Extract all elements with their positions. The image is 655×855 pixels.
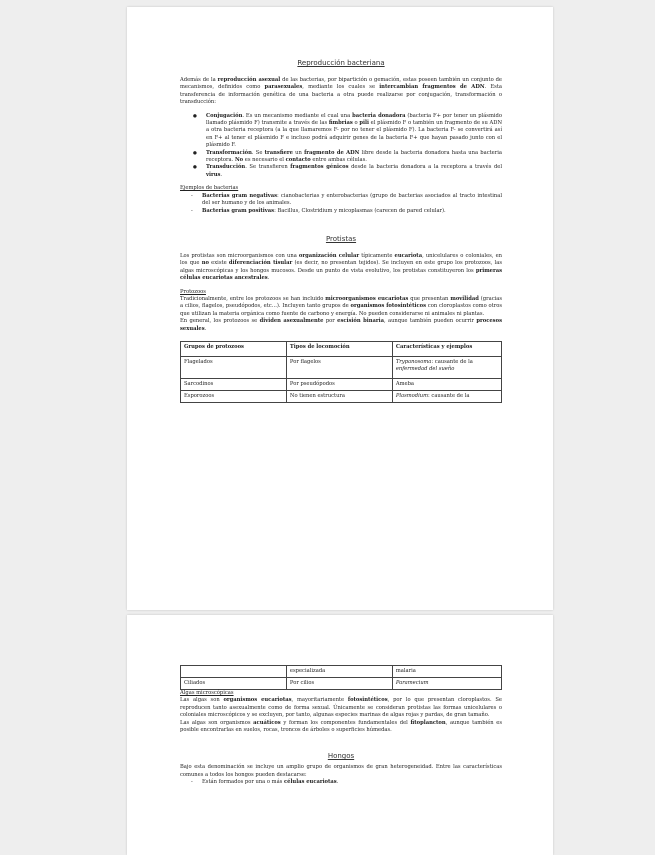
table-cell: Por pseudópodos — [286, 378, 392, 390]
table-cell: Plasmodium: causante de la — [392, 390, 501, 402]
table-row — [181, 678, 502, 690]
section-title-reproduccion: Reproducción bacteriana — [297, 59, 385, 67]
table-cell: especializada — [286, 666, 392, 678]
table-row — [181, 356, 502, 378]
mechanism-conjugacion: ● Conjugación. Es un mecanismo mediante el cual una bacteria donadora (bacteria F+ por tener un plásmido llamado plásmido F) transmite a través de las fimbrias o pili el plásmido F o también un fragmento de su ADN a otra bacteria receptora (a la que llamaremos F- por no tener el plásmido F). La bacteria F- se convertirá así en F+ al tener el plásmido F e incluso podrá adquirir genes de la bacteria F+ que hayan pasado junto con el plásmido F. — [206, 113, 502, 150]
table-header-row — [181, 341, 502, 356]
protozoos-paragraph-1: Tradicionalmente, entre los protozoos se han incluido microorganismos eucariotas que presentan movilidad (gracias a cilios, flagelos, pseudópodos, etc…). Incluyen tanto grupos de organismos fotosintéticos con cloroplastos como otros que utilizan la materia orgánica como fuente de carbono y energía. No pueden considerarse ni animales ni plantas. — [180, 295, 503, 317]
algas-paragraph-1: Las algas son organismos eucariotas, mayoritariamente fotosintéticos, por lo que presentan cloroplastos. Se reproducen tanto asexualmente como de forma sexual. Únicamente se consideran protistas las formas unicelulares o coloniales microscópicos y se excluyen, por tanto, algunas especies marinas de algas rojas y pardas, de gran tamaño. — [180, 697, 502, 719]
protozoos-paragraph-2: En general, los protozoos se dividen asexualmente por escisión binaria, aunque también pueden ocurrir procesos sexuales. — [180, 318, 502, 332]
protozoos-table — [180, 341, 502, 403]
algas-heading: Algas microscópicas — [180, 690, 234, 696]
table-row — [181, 378, 502, 390]
examples-heading: Ejemplos de bacterias — [180, 185, 239, 192]
section-title-protistas: Protistas — [325, 234, 357, 243]
table-cell — [181, 666, 287, 678]
algas-paragraph-2: Las algas son organismos acuáticos y forman los componentes fundamentales del fitoplancton, aunque también es posible encontrarlas en suelos, rocas, troncos de árboles o superficies húmedas. — [180, 719, 502, 734]
table-header-cell: Características y ejemplos — [392, 341, 501, 356]
mechanisms-list — [180, 113, 502, 180]
table-header-cell: Tipos de locomoción — [286, 341, 392, 356]
table-cell: Flagelados — [181, 356, 287, 378]
mechanism-transformacion: ● Transformación. Se transfiere un fragmento de ADN libre desde la bacteria donadora hasta una bacteria receptora. No es necesario el contacto entre ambas células. — [206, 150, 502, 165]
document-page-1 — [127, 7, 553, 610]
table-cell: No tienen estructura — [286, 390, 392, 402]
intro-paragraph: Además de la reproducción asexual de las bacterias, por bipartición o gemación, estas poseen también un conjunto de mecanismos, definidos como parasexuales, mediante los cuales se intercambian fragmentos de ADN. Esta transferencia de información genética de una bacteria a otra puede realizarse por conjugación, transformación o transducción: — [180, 77, 503, 106]
protozoos-heading: Protozoos — [180, 288, 206, 295]
hongos-paragraph: Bajo esta denominación se incluye un amplio grupo de organismos de gran heterogeneidad. Entre las características comunes a todos los hongos pueden destacarse: — [180, 764, 502, 778]
hongos-item: - Están formados por una o más células eucariotas. — [202, 779, 502, 786]
table-cell: Esporozoos — [181, 390, 287, 402]
mechanism-transduccion: ● Transducción. Se transfieren fragmentos génicos desde la bacteria donadora a la receptora a través del virus. — [206, 164, 502, 179]
table-row — [181, 666, 502, 678]
table-cell: Trypanosoma: causante de la enfermedad del sueño — [392, 356, 501, 378]
page-2-content — [180, 665, 502, 795]
table-cell: Por flagelos — [286, 356, 392, 378]
table-cell: malaria — [392, 666, 501, 678]
example-gram-negativas: - Bacterias gram negativas: cianobacterias y enterobacterias (grupo de bacterias asociados al tracto intestinal del ser humano y de los animales. — [202, 193, 502, 208]
example-gram-positivas: - Bacterias gram positivas: Bacillus, Clostridium y micoplasmas (carecen de pared celular). — [202, 208, 502, 215]
table-header-cell: Grupos de protozoos — [181, 341, 287, 356]
page-1-content — [180, 59, 502, 403]
table-row — [181, 390, 502, 402]
section-title-hongos: Hongos — [327, 752, 355, 761]
examples-list — [180, 193, 502, 215]
table-cell: Paramecium — [392, 678, 501, 690]
protozoos-table-continued — [180, 665, 502, 690]
table-cell: Ciliados — [181, 678, 287, 690]
document-page-2 — [127, 615, 553, 855]
protistas-paragraph: Los protistas son microorganismos con una organización celular típicamente eucariota, unicelulares o coloniales, en los que no existe diferenciación tisular (es decir, no presentan tejidos). Se incluyen en este grupo los protozoos, las algas microscópicas y los hongos mucosos. Desde un punto de vista evolutivo, los protistas constituyeron los primeras células eucariotas ancestrales. — [180, 252, 502, 282]
hongos-list — [180, 779, 502, 786]
table-cell: Sarcodinos — [181, 378, 287, 390]
table-cell: Ameba — [392, 378, 501, 390]
table-cell: Por cilios — [286, 678, 392, 690]
